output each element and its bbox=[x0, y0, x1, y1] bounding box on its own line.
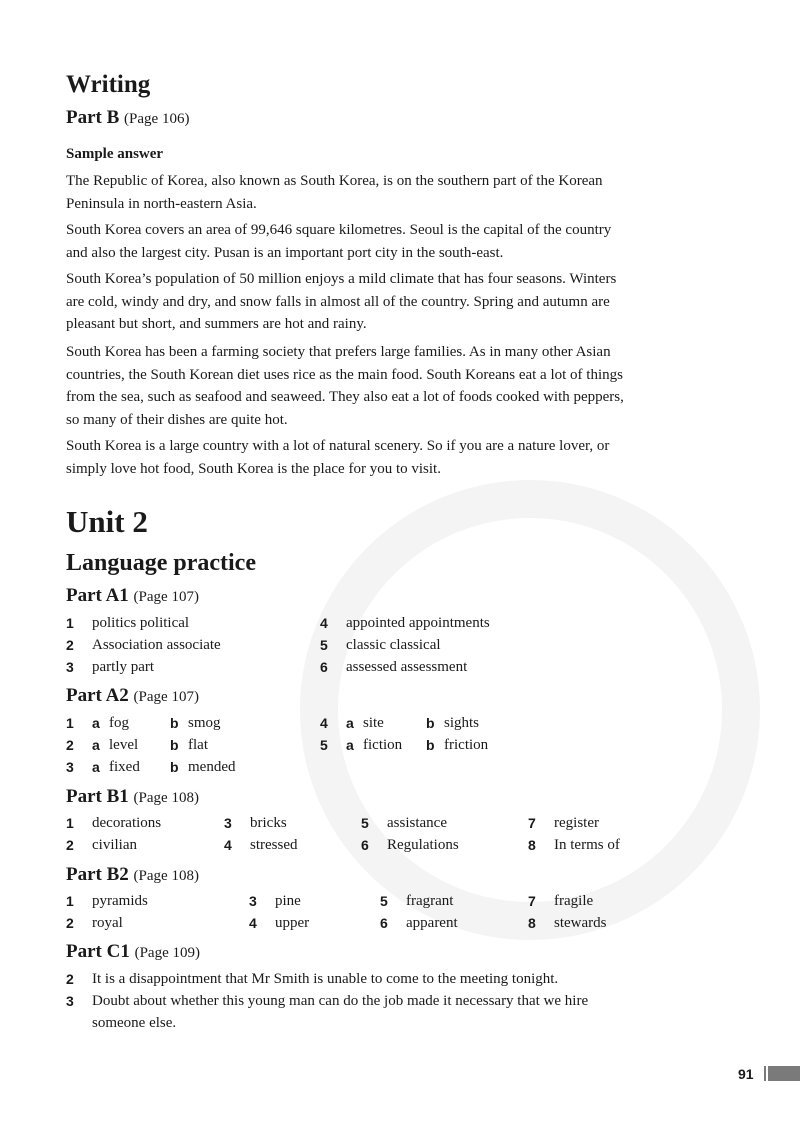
list-item bbox=[66, 634, 221, 657]
list-item bbox=[66, 734, 208, 757]
item-text: classic classical bbox=[346, 637, 441, 653]
item-number: 2 bbox=[66, 915, 74, 931]
part-a1-page: (Page 107) bbox=[133, 589, 199, 605]
paragraph-4 bbox=[66, 341, 730, 431]
paragraph-1 bbox=[66, 170, 730, 215]
part-b-label: Part B bbox=[66, 107, 120, 128]
list-item bbox=[320, 656, 468, 679]
item-number: 3 bbox=[66, 993, 74, 1009]
item-text: fragrant bbox=[406, 893, 454, 909]
item-text: pine bbox=[275, 893, 301, 909]
item-number: 1 bbox=[66, 615, 74, 631]
list-item bbox=[528, 812, 599, 835]
option-b-label: b bbox=[426, 715, 435, 731]
option-b-text: smog bbox=[188, 715, 221, 731]
item-text: Association associate bbox=[92, 637, 221, 653]
part-a1-label: Part A1 bbox=[66, 585, 129, 606]
item-number: 5 bbox=[380, 893, 388, 909]
item-number: 4 bbox=[249, 915, 257, 931]
list-item bbox=[380, 912, 458, 935]
page-marker-divider bbox=[764, 1066, 766, 1081]
part-b-heading bbox=[66, 106, 189, 131]
page-number: 91 bbox=[738, 1066, 754, 1082]
list-item bbox=[224, 812, 287, 835]
paragraph-line: and also the largest city. Pusan is an important port city in the south-east. bbox=[66, 244, 504, 261]
unit-heading: Unit 2 bbox=[66, 504, 148, 539]
option-a-label: a bbox=[92, 715, 100, 731]
item-number: 4 bbox=[224, 837, 232, 853]
list-item bbox=[66, 834, 137, 857]
item-number: 2 bbox=[66, 737, 74, 753]
part-b2-heading bbox=[66, 863, 199, 888]
item-text: stressed bbox=[250, 837, 298, 853]
paragraph-5 bbox=[66, 435, 730, 480]
item-text: register bbox=[554, 815, 599, 831]
list-item bbox=[249, 890, 301, 913]
item-text: In terms of bbox=[554, 837, 620, 853]
item-text: assistance bbox=[387, 815, 447, 831]
list-item bbox=[528, 834, 620, 857]
option-a-label: a bbox=[346, 737, 354, 753]
part-b2-page: (Page 108) bbox=[133, 868, 199, 884]
option-b-label: b bbox=[170, 737, 179, 753]
part-b1-heading bbox=[66, 785, 199, 810]
paragraph-line: so many of their dishes are quite hot. bbox=[66, 411, 288, 428]
item-text: someone else. bbox=[92, 1015, 177, 1031]
paragraph-3 bbox=[66, 268, 730, 336]
item-number: 5 bbox=[320, 637, 328, 653]
paragraph-2 bbox=[66, 219, 730, 264]
item-text: apparent bbox=[406, 915, 458, 931]
item-text: appointed appointments bbox=[346, 615, 490, 631]
paragraph-line: simply love hot food, South Korea is the place for you to visit. bbox=[66, 460, 441, 477]
paragraph-line: South Korea covers an area of 99,646 square kilometres. Seoul is the capital of the country bbox=[66, 222, 612, 238]
option-a-label: a bbox=[92, 737, 100, 753]
item-number: 4 bbox=[320, 715, 328, 731]
list-item bbox=[361, 834, 459, 857]
option-a-label: a bbox=[92, 759, 100, 775]
item-number: 1 bbox=[66, 893, 74, 909]
option-b-label: b bbox=[426, 737, 435, 753]
list-item bbox=[66, 712, 221, 735]
paragraph-line: from the sea, such as seafood and seaweed. They also eat a lot of foods cooked with peppers, bbox=[66, 389, 624, 405]
list-item bbox=[66, 756, 236, 779]
item-number: 8 bbox=[528, 915, 536, 931]
option-b-label: b bbox=[170, 759, 179, 775]
item-number: 6 bbox=[380, 915, 388, 931]
part-a2-heading bbox=[66, 684, 199, 709]
item-text: stewards bbox=[554, 915, 607, 931]
background-watermark bbox=[300, 480, 760, 940]
paragraph-line: are cold, windy and dry, and snow falls in almost all of the country. Spring and autumn are bbox=[66, 293, 610, 310]
option-b-text: flat bbox=[188, 737, 208, 753]
part-c1-page: (Page 109) bbox=[134, 945, 200, 961]
list-item bbox=[66, 812, 162, 835]
list-item bbox=[320, 712, 480, 735]
item-number: 5 bbox=[361, 815, 369, 831]
paragraph-line: South Korea is a large country with a lot of natural scenery. So if you are a nature lover, or bbox=[66, 438, 610, 454]
part-b2-label: Part B2 bbox=[66, 864, 129, 885]
item-text: It is a disappointment that Mr Smith is unable to come to the meeting tonight. bbox=[92, 971, 559, 987]
part-a2-label: Part A2 bbox=[66, 685, 129, 706]
part-c1-label: Part C1 bbox=[66, 941, 130, 962]
option-b-text: sights bbox=[444, 715, 480, 731]
item-text: pyramids bbox=[92, 893, 148, 909]
option-a-text: fog bbox=[109, 715, 129, 731]
item-text: fragile bbox=[554, 893, 594, 909]
part-a1-heading bbox=[66, 584, 199, 609]
item-number: 2 bbox=[66, 837, 74, 853]
item-number: 1 bbox=[66, 715, 74, 731]
item-number: 5 bbox=[320, 737, 328, 753]
item-text: decorations bbox=[92, 815, 162, 831]
option-a-text: fixed bbox=[109, 759, 140, 775]
paragraph-line: pleasant but short, and summers are hot and rainy. bbox=[66, 316, 367, 332]
item-number: 2 bbox=[66, 637, 74, 653]
option-b-text: friction bbox=[444, 737, 489, 753]
item-text: royal bbox=[92, 915, 123, 931]
option-a-text: level bbox=[109, 737, 139, 753]
item-text: civilian bbox=[92, 837, 137, 853]
list-item bbox=[320, 734, 489, 757]
item-number: 7 bbox=[528, 893, 536, 909]
part-b-page: (Page 106) bbox=[124, 111, 190, 127]
paragraph-line: South Korea’s population of 50 million enjoys a mild climate that has four seasons. Winters bbox=[66, 271, 617, 287]
list-item bbox=[361, 812, 447, 835]
part-a2-page: (Page 107) bbox=[133, 689, 199, 705]
item-number: 2 bbox=[66, 971, 74, 987]
item-text: politics political bbox=[92, 615, 190, 631]
item-number: 4 bbox=[320, 615, 328, 631]
paragraph-line: Peninsula in north-eastern Asia. bbox=[66, 195, 257, 212]
option-b-text: mended bbox=[188, 759, 236, 775]
list-item bbox=[66, 612, 190, 635]
list-item bbox=[66, 656, 155, 679]
item-number: 3 bbox=[66, 659, 74, 675]
item-number: 6 bbox=[320, 659, 328, 675]
list-item bbox=[66, 912, 123, 935]
list-item bbox=[320, 634, 441, 657]
item-text: partly part bbox=[92, 659, 155, 675]
option-a-label: a bbox=[346, 715, 354, 731]
part-b1-page: (Page 108) bbox=[133, 790, 199, 806]
sample-answer-heading: Sample answer bbox=[66, 146, 164, 162]
item-number: 8 bbox=[528, 837, 536, 853]
item-text: Doubt about whether this young man can do the job made it necessary that we hire bbox=[92, 993, 589, 1009]
paragraph-line: countries, the South Korean diet uses rice as the main food. South Koreans eat a lot of things bbox=[66, 366, 623, 383]
item-number: 7 bbox=[528, 815, 536, 831]
option-a-text: fiction bbox=[363, 737, 403, 753]
item-number: 3 bbox=[249, 893, 257, 909]
list-item bbox=[224, 834, 298, 857]
language-practice-heading: Language practice bbox=[66, 550, 256, 576]
page-marker-bar bbox=[768, 1066, 800, 1081]
list-item bbox=[66, 890, 148, 913]
item-text: upper bbox=[275, 915, 310, 931]
item-text: Regulations bbox=[387, 837, 459, 853]
list-item bbox=[380, 890, 454, 913]
list-item bbox=[320, 612, 490, 635]
part-c1-heading bbox=[66, 940, 200, 965]
item-text: assessed assessment bbox=[346, 659, 468, 675]
item-number: 6 bbox=[361, 837, 369, 853]
item-number: 3 bbox=[224, 815, 232, 831]
item-number: 1 bbox=[66, 815, 74, 831]
option-b-label: b bbox=[170, 715, 179, 731]
paragraph-line: The Republic of Korea, also known as South Korea, is on the southern part of the Korean bbox=[66, 173, 603, 189]
option-a-text: site bbox=[363, 715, 384, 731]
item-text: bricks bbox=[250, 815, 287, 831]
item-number: 3 bbox=[66, 759, 74, 775]
list-item bbox=[528, 890, 594, 913]
list-item bbox=[528, 912, 607, 935]
part-b1-label: Part B1 bbox=[66, 786, 129, 807]
paragraph-line: South Korea has been a farming society that prefers large families. As in many other Asian bbox=[66, 344, 611, 360]
writing-heading: Writing bbox=[66, 71, 151, 98]
list-item bbox=[249, 912, 310, 935]
